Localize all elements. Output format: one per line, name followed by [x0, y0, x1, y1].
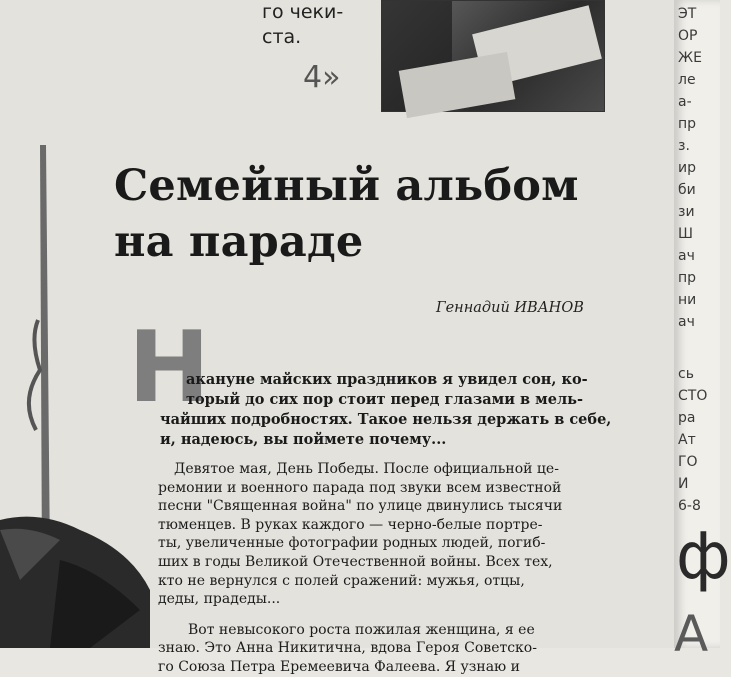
lead-line: чайших подробностях. Такое нельзя держать в себе,	[160, 411, 612, 428]
body-line: Вот невысокого роста пожилая женщина, я ее	[188, 621, 535, 638]
strip-fragment: пр	[678, 270, 697, 286]
lead-line: торый до сих пор стоит перед глазами в мель-	[186, 391, 584, 408]
page-number: 4	[303, 60, 323, 95]
strip-fragment: а-	[678, 94, 692, 110]
adjacent-page-strip	[674, 0, 731, 663]
body-line: знаю. Это Анна Никитична, вдова Героя Советско-	[158, 640, 537, 657]
body-line: ших в годы Великой Отечественной войны. Всех тех,	[158, 553, 553, 570]
body-line: ты, увеличенные фотографии родных людей, погиб-	[158, 535, 546, 552]
strip-fragment: би	[678, 182, 696, 198]
strip-fragment: ЖЕ	[678, 50, 702, 66]
chevron-icon: »	[322, 60, 335, 95]
fragment-line: го чеки-	[262, 1, 344, 23]
strip-fragment: ЭТ	[678, 6, 697, 22]
strip-big-letter: А	[674, 605, 709, 663]
photo-with-letters-and-rosary	[381, 0, 605, 112]
body-line: го Союза Петра Еремеевича Фалеева. Я узнаю и	[158, 658, 521, 675]
body-line: деды, прадеды...	[158, 591, 281, 608]
title-line: на параде	[114, 217, 364, 267]
strip-fragment: зи	[678, 204, 695, 220]
fragment-line: ста.	[262, 26, 302, 48]
strip-fragment: ач	[678, 314, 695, 330]
strip-fragment: ле	[678, 72, 696, 88]
strip-fragment: сь	[678, 366, 694, 382]
body-line: Девятое мая, День Победы. После официальной це-	[174, 461, 559, 477]
strip-fragment: 6-8	[678, 498, 701, 514]
title-line: Семейный альбом	[114, 161, 579, 211]
body-line: кто не вернулся с полей сражений: мужья, отцы,	[158, 572, 525, 589]
strip-fragment: ни	[678, 292, 697, 308]
lead-line: и, надеюсь, вы поймете почему...	[160, 431, 447, 448]
strip-fragment: Ш	[678, 226, 693, 242]
strip-fragment: ач	[678, 248, 695, 264]
continued-text-fragment	[262, 0, 343, 50]
article-title	[114, 158, 579, 270]
strip-fragment: ра	[678, 410, 696, 426]
lead-line: акануне майских праздников я увидел сон, ко-	[186, 371, 588, 388]
strip-big-letter: ф	[676, 520, 731, 594]
strip-fragment: И	[678, 476, 689, 492]
strip-fragment: ОР	[678, 28, 698, 44]
strip-fragment: Ат	[678, 432, 696, 448]
article-lead	[160, 370, 612, 450]
body-line: ремонии и военного парада под звуки всем известной	[158, 479, 562, 496]
article-author: Геннадий ИВАНОВ	[436, 300, 584, 316]
body-line: тюменцев. В руках каждого — черно-белые портре-	[158, 516, 543, 533]
article-body	[158, 460, 562, 677]
strip-fragment: з.	[678, 138, 690, 154]
strip-fragment: СТО	[678, 388, 708, 404]
strip-fragment: пр	[678, 116, 697, 132]
page-number-marker	[303, 60, 334, 95]
body-line: песни "Священная война" по улице двинулись тысячи	[158, 498, 563, 515]
drop-cap: Н	[128, 311, 211, 425]
strip-fragment: ир	[678, 160, 696, 176]
strip-fragment: ГО	[678, 454, 698, 470]
